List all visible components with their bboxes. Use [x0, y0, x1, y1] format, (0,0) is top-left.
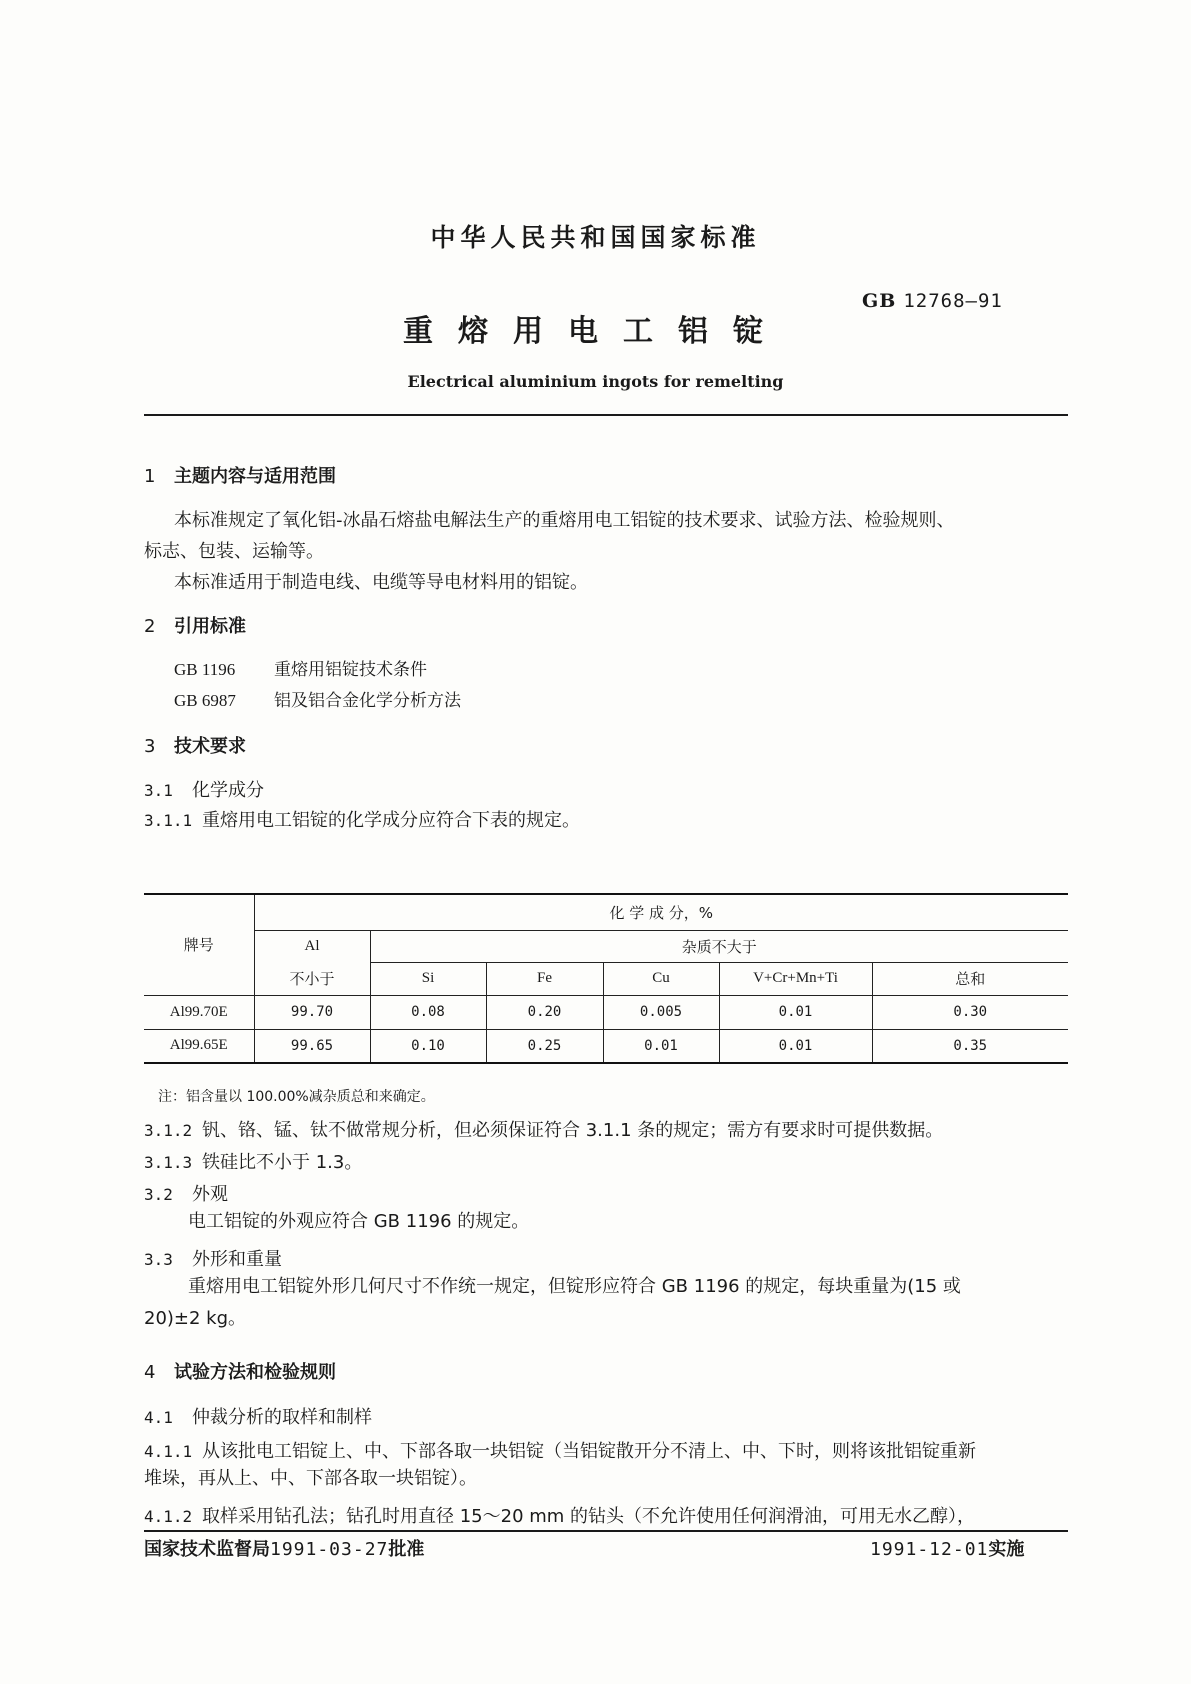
cell-grade: Al99.65E — [144, 1029, 254, 1063]
header-cu: Cu — [603, 962, 719, 995]
table-note: 注：铝含量以 100.00%减杂质总和来确定。 — [158, 1089, 435, 1105]
effective-date: 1991-12-01 — [870, 1539, 989, 1560]
header-vcrmnti: V+Cr+Mn+Ti — [719, 962, 872, 995]
document-title-en: Electrical aluminium ingots for remelting — [407, 372, 784, 391]
clause-number: 4.1.1 — [144, 1442, 193, 1461]
effective-line — [870, 1535, 1024, 1561]
clause-text: 重熔用电工铝锭的化学成分应符合下表的规定。 — [202, 810, 580, 831]
footer-divider — [144, 1530, 1068, 1532]
issuer: 国家技术监督局 — [144, 1539, 270, 1560]
reference-title: 铝及铝合金化学分析方法 — [274, 691, 461, 711]
table-row — [144, 995, 1068, 1029]
clause-number: 3.2 — [144, 1185, 173, 1204]
cell-al: 99.65 — [254, 1029, 370, 1063]
clause-number: 3.1 — [144, 781, 173, 800]
clause-3-1-1 — [144, 806, 580, 832]
header-al-sub: 不小于 — [254, 962, 370, 995]
clause-4-1-2 — [144, 1502, 975, 1528]
clause-number: 4.1 — [144, 1408, 173, 1427]
clause-text: 钒、铬、锰、钛不做常规分析，但必须保证符合 3.1.1 条的规定；需方有要求时可提供数据。 — [202, 1120, 944, 1141]
reference-code: GB 6987 — [174, 691, 236, 710]
cell-fe: 0.25 — [486, 1029, 603, 1063]
clause-3-1-2 — [144, 1116, 943, 1142]
clause-number: 3.1.2 — [144, 1121, 193, 1140]
section-1-number: 1 — [144, 466, 156, 487]
clause-number: 3.1.3 — [144, 1153, 193, 1172]
cell-cu: 0.005 — [603, 995, 719, 1029]
approval-line — [144, 1535, 424, 1561]
header-divider — [144, 414, 1068, 416]
clause-3-1 — [144, 776, 264, 802]
cell-total: 0.30 — [872, 995, 1068, 1029]
clause-3-3-text-cont: 20)±2 kg。 — [144, 1308, 247, 1329]
cell-vcrmnti: 0.01 — [719, 1029, 872, 1063]
effective-label: 实施 — [988, 1539, 1025, 1560]
clause-title: 化学成分 — [192, 780, 264, 801]
clause-number: 3.1.1 — [144, 811, 193, 830]
clause-3-3-text: 重熔用电工铝锭外形几何尺寸不作统一规定，但锭形应符合 GB 1196 的规定，每块重量为(15 或 — [188, 1276, 961, 1297]
section-4-heading — [144, 1358, 336, 1384]
cell-al: 99.70 — [254, 995, 370, 1029]
approval-label: 批准 — [388, 1539, 425, 1560]
clause-number: 4.1.2 — [144, 1507, 193, 1526]
section-2-title: 引用标准 — [174, 616, 246, 637]
standard-code-number: 12768—91 — [903, 290, 1003, 312]
document-title-cn: 重熔用电工铝锭 — [403, 314, 788, 349]
header-al: Al — [254, 930, 370, 962]
section-2-heading — [144, 612, 246, 638]
table-row — [144, 1029, 1068, 1063]
clause-3-2 — [144, 1180, 228, 1206]
clause-4-1 — [144, 1403, 372, 1429]
cell-cu: 0.01 — [603, 1029, 719, 1063]
header-fe: Fe — [486, 962, 603, 995]
section-3-number: 3 — [144, 736, 156, 757]
clause-text: 取样采用钻孔法；钻孔时用直径 15～20 mm 的钻头（不允许使用任何润滑油，可用无水乙醇）， — [202, 1506, 976, 1527]
cell-vcrmnti: 0.01 — [719, 995, 872, 1029]
clause-3-3 — [144, 1245, 282, 1271]
section-4-title: 试验方法和检验规则 — [174, 1362, 336, 1383]
clause-4-1-1-cont: 堆垛，再从上、中、下部各取一块铝锭）。 — [144, 1468, 477, 1489]
section-3-heading — [144, 732, 246, 758]
section-1-heading — [144, 462, 336, 488]
header-composition: 化 学 成 分，% — [254, 894, 1068, 930]
standard-code-prefix: GB — [862, 290, 897, 312]
header-total: 总和 — [872, 962, 1068, 995]
section-3-title: 技术要求 — [174, 736, 246, 757]
section-1-paragraph-1-cont: 标志、包装、运输等。 — [144, 541, 324, 562]
clause-title: 外形和重量 — [192, 1249, 282, 1270]
header-si: Si — [370, 962, 486, 995]
cell-si: 0.08 — [370, 995, 486, 1029]
reference-item — [174, 686, 461, 711]
section-4-number: 4 — [144, 1362, 156, 1383]
clause-text: 铁硅比不小于 1.3。 — [202, 1152, 363, 1173]
section-1-title: 主题内容与适用范围 — [174, 466, 336, 487]
clause-number: 3.3 — [144, 1250, 173, 1269]
reference-item — [174, 655, 427, 680]
section-1-paragraph-2: 本标准适用于制造电线、电缆等导电材料用的铝锭。 — [174, 572, 588, 593]
clause-3-1-3 — [144, 1148, 362, 1174]
section-1-paragraph-1: 本标准规定了氧化铝-冰晶石熔盐电解法生产的重熔用电工铝锭的技术要求、试验方法、检验规则、 — [174, 510, 955, 531]
cell-fe: 0.20 — [486, 995, 603, 1029]
clause-title: 仲裁分析的取样和制样 — [192, 1407, 372, 1428]
approval-date: 1991-03-27 — [270, 1539, 389, 1560]
reference-code: GB 1196 — [174, 660, 236, 679]
clause-4-1-1 — [144, 1437, 976, 1463]
cell-si: 0.10 — [370, 1029, 486, 1063]
clause-text: 从该批电工铝锭上、中、下部各取一块铝锭（当铝锭散开分不清上、中、下时，则将该批铝锭重新 — [202, 1441, 976, 1462]
clause-3-2-text: 电工铝锭的外观应符合 GB 1196 的规定。 — [188, 1211, 530, 1232]
chemical-composition-table — [144, 893, 1068, 1064]
section-2-number: 2 — [144, 616, 156, 637]
cell-total: 0.35 — [872, 1029, 1068, 1063]
reference-title: 重熔用铝锭技术条件 — [274, 660, 427, 680]
header-impurity: 杂质不大于 — [370, 930, 1068, 962]
clause-title: 外观 — [192, 1184, 228, 1205]
header-grade: 牌号 — [144, 894, 254, 995]
cell-grade: Al99.70E — [144, 995, 254, 1029]
national-standard-title: 中华人民共和国国家标准 — [430, 223, 761, 252]
